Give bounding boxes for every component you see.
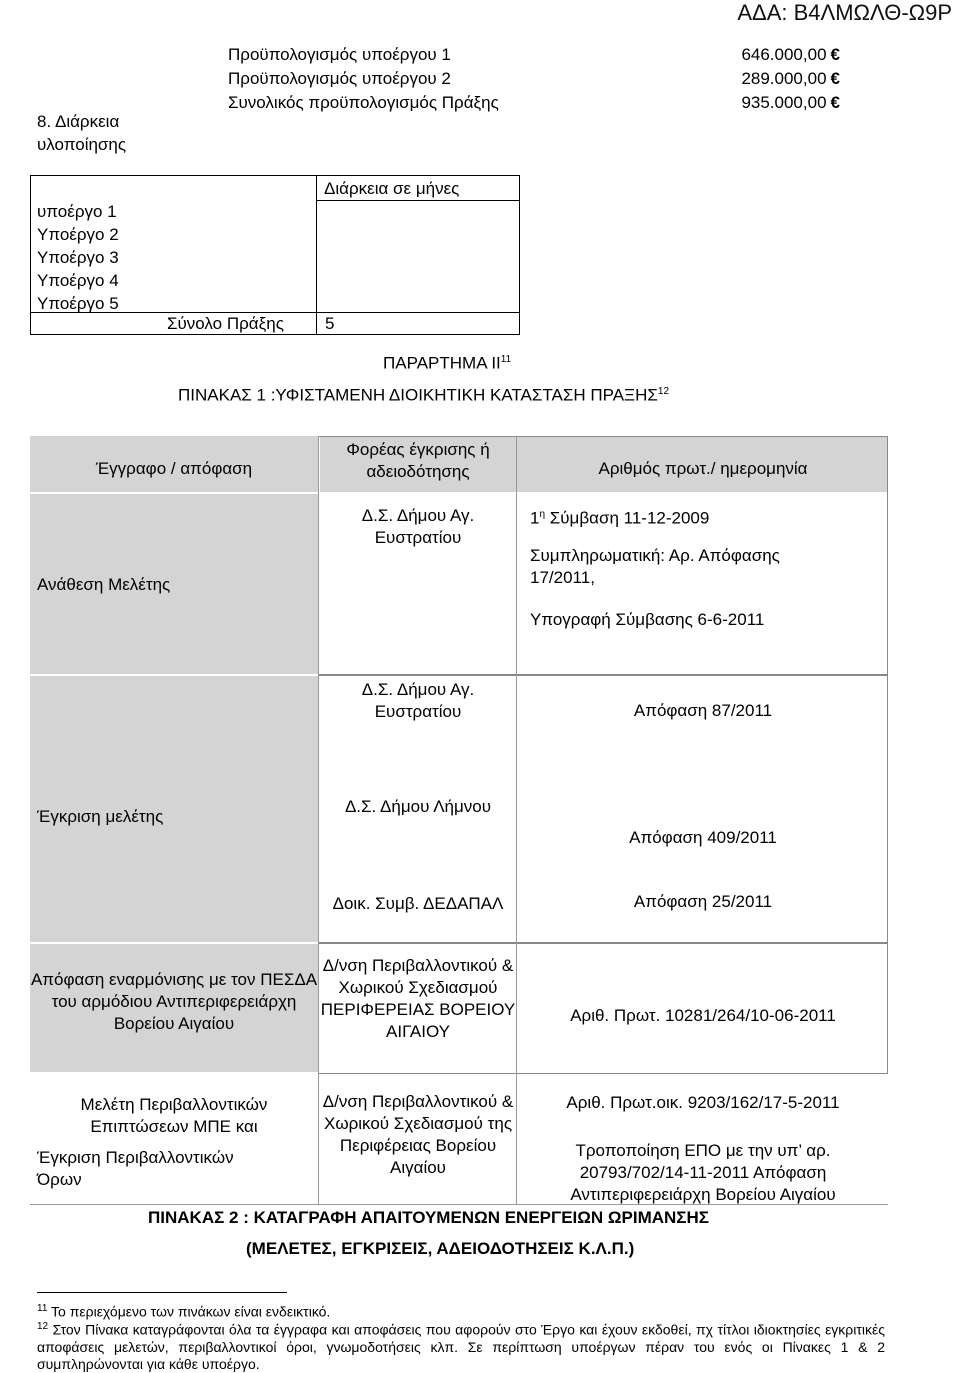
annex-title [383, 349, 511, 375]
number-cell: Υπογραφή Σύμβασης 6-6-2011 [530, 610, 765, 629]
euro-sign: € [830, 93, 840, 112]
duration-row-label: Υποέργο 2 [37, 225, 119, 244]
doc-cell: Απόφαση εναρμόνισης με τον ΠΕΣΔΑ του αρμόδιου Αντιπεριφερειάρχη Βορείου Αιγαίου [30, 970, 318, 1033]
duration-row-label: Υποέργο 3 [37, 248, 119, 267]
table-divider [316, 200, 520, 201]
duration-row-label: υποέργο 1 [37, 202, 117, 221]
document-code: ΑΔΑ: Β4ΛΜΩΛΘ-Ω9Ρ [737, 0, 952, 25]
budget-value: 289.000,00 € [741, 69, 840, 88]
section-title-line: 8. Διάρκεια [37, 112, 120, 131]
authority-cell: Δ.Σ. Δήμου Λήμνου [344, 797, 492, 816]
authority-cell: Δ/νση Περιβαλλοντικού & Χωρικού Σχεδιασμού της Περιφέρειας Βορείου Αιγαίου [322, 1092, 514, 1177]
number-text: Σύμβαση 11-12-2009 [545, 508, 710, 528]
duration-total-value: 5 [325, 314, 335, 333]
budget-label: Συνολικός προϋπολογισμός Πράξης [228, 93, 499, 112]
doc-cell: Έγκριση μελέτης [37, 807, 164, 826]
authority-cell: Δοικ. Συμβ. ΔΕΔΑΠΑΛ [332, 894, 504, 913]
budget-label: Προϋπολογισμός υποέργου 1 [228, 45, 451, 64]
doc-cell: Ανάθεση Μελέτης [37, 575, 171, 594]
number-cell [530, 504, 709, 530]
footnote-number: 11 [37, 1303, 48, 1314]
footnote-text: Στον Πίνακα καταγράφονται όλα τα έγγραφα και αποφάσεις που αφορούν στο Έργο και έχουν εκδοθεί, πχ τίτλοι ιδιοκτησίες εγκριτικές αποφάσεις μελετών, περιβαλλοντικοί όροι, γνωμοδοτήσεις κλπ. Σε περίπτωση υποέργων πέραν του ενός οι Πίνακες 1 & 2 συμπληρώνονται για κάθε υποέργο. [37, 1321, 886, 1372]
table2-title: ΠΙΝΑΚΑΣ 2 : ΚΑΤΑΓΡΑΦΗ ΑΠΑΙΤΟΥΜΕΝΩΝ ΕΝΕΡΓΕΙΩΝ ΩΡΙΜΑΝΣΗΣ [148, 1208, 709, 1227]
budget-value: 935.000,00 € [741, 93, 840, 112]
number-cell: Αριθ. Πρωτ.οικ. 9203/162/17-5-2011 [566, 1093, 840, 1112]
footnote-number: 12 [37, 1321, 49, 1332]
footnote-divider [37, 1292, 287, 1293]
duration-rows [37, 200, 119, 315]
col-header-number-date: Αριθμός πρωτ./ ημερομηνία [598, 459, 808, 478]
budget-block [0, 44, 840, 116]
euro-sign: € [830, 69, 840, 88]
table-title-text: ΠΙΝΑΚΑΣ 1 :ΥΦΙΣΤΑΜΕΝΗ ΔΙΟΙΚΗΤΙΚΗ ΚΑΤΑΣΤΑΣΗ ΠΡΑΞΗΣ [178, 385, 658, 405]
doc-cell: Έγκριση Περιβαλλοντικών Όρων [37, 1148, 234, 1189]
table-divider [316, 175, 317, 335]
budget-row [0, 68, 840, 90]
number-cell: Απόφαση 409/2011 [629, 828, 777, 847]
number-text: 1 [530, 508, 540, 528]
number-cell: Αριθ. Πρωτ. 10281/264/10-06-2011 [570, 1006, 836, 1025]
footnote-ref: 12 [657, 386, 670, 397]
superscript: η [539, 509, 546, 520]
table2-subtitle: (ΜΕΛΕΤΕΣ, ΕΓΚΡΙΣΕΙΣ, ΑΔΕΙΟΔΟΤΗΣΕΙΣ Κ.Λ.Π.) [246, 1239, 635, 1258]
authority-cell: Δ/νση Περιβαλλοντικού & Χωρικού Σχεδιασμού ΠΕΡΙΦΕΡΕΙΑΣ ΒΟΡΕΙΟΥ ΑΙΓΑΙΟΥ [320, 956, 516, 1041]
budget-value: 646.000,00 € [741, 45, 840, 64]
footnote-ref: 11 [500, 354, 512, 365]
number-cell: Απόφαση 87/2011 [633, 701, 773, 720]
section-title-line: υλοποίησης [37, 135, 127, 154]
number-cell: Απόφαση 25/2011 [633, 892, 773, 911]
footnote [37, 1318, 885, 1373]
footnote-text: Το περιεχόμενο των πινάκων είναι ενδεικτικό. [51, 1303, 331, 1320]
number-cell: Τροποποίηση ΕΠΟ με την υπ’ αρ. 20793/702/14-11-2011 Απόφαση Αντιπεριφερειάρχη Βορείου Αιγαίου [570, 1141, 836, 1204]
duration-row-label: Υποέργο 5 [37, 294, 119, 313]
duration-total-label: Σύνολο Πράξης [167, 314, 284, 333]
authority-cell: Δ.Σ. Δήμου Αγ. Ευστρατίου [361, 506, 475, 547]
col-header-document: Έγγραφο / απόφαση [95, 459, 253, 478]
table-divider [318, 436, 319, 1204]
duration-row-label: Υποέργο 4 [37, 271, 119, 290]
authority-cell: Δ.Σ. Δήμου Αγ. Ευστρατίου [361, 680, 475, 721]
euro-sign: € [830, 45, 840, 64]
duration-header: Διάρκεια σε μήνες [324, 179, 460, 198]
annex-title-text: ΠΑΡΑΡΤΗΜΑ ΙΙ [383, 353, 501, 373]
doc-cell: Μελέτη Περιβαλλοντικών Επιπτώσεων ΜΠΕ και [80, 1095, 268, 1136]
budget-row [0, 44, 840, 66]
col-header-authority: Φορέας έγκρισης ή αδειοδότησης [346, 440, 490, 481]
table-divider [516, 436, 517, 1204]
section-8-title [37, 110, 126, 156]
table1-title [178, 381, 669, 407]
budget-label: Προϋπολογισμός υποέργου 2 [228, 69, 451, 88]
number-cell: Συμπληρωματική: Αρ. Απόφασης 17/2011, [530, 546, 780, 587]
